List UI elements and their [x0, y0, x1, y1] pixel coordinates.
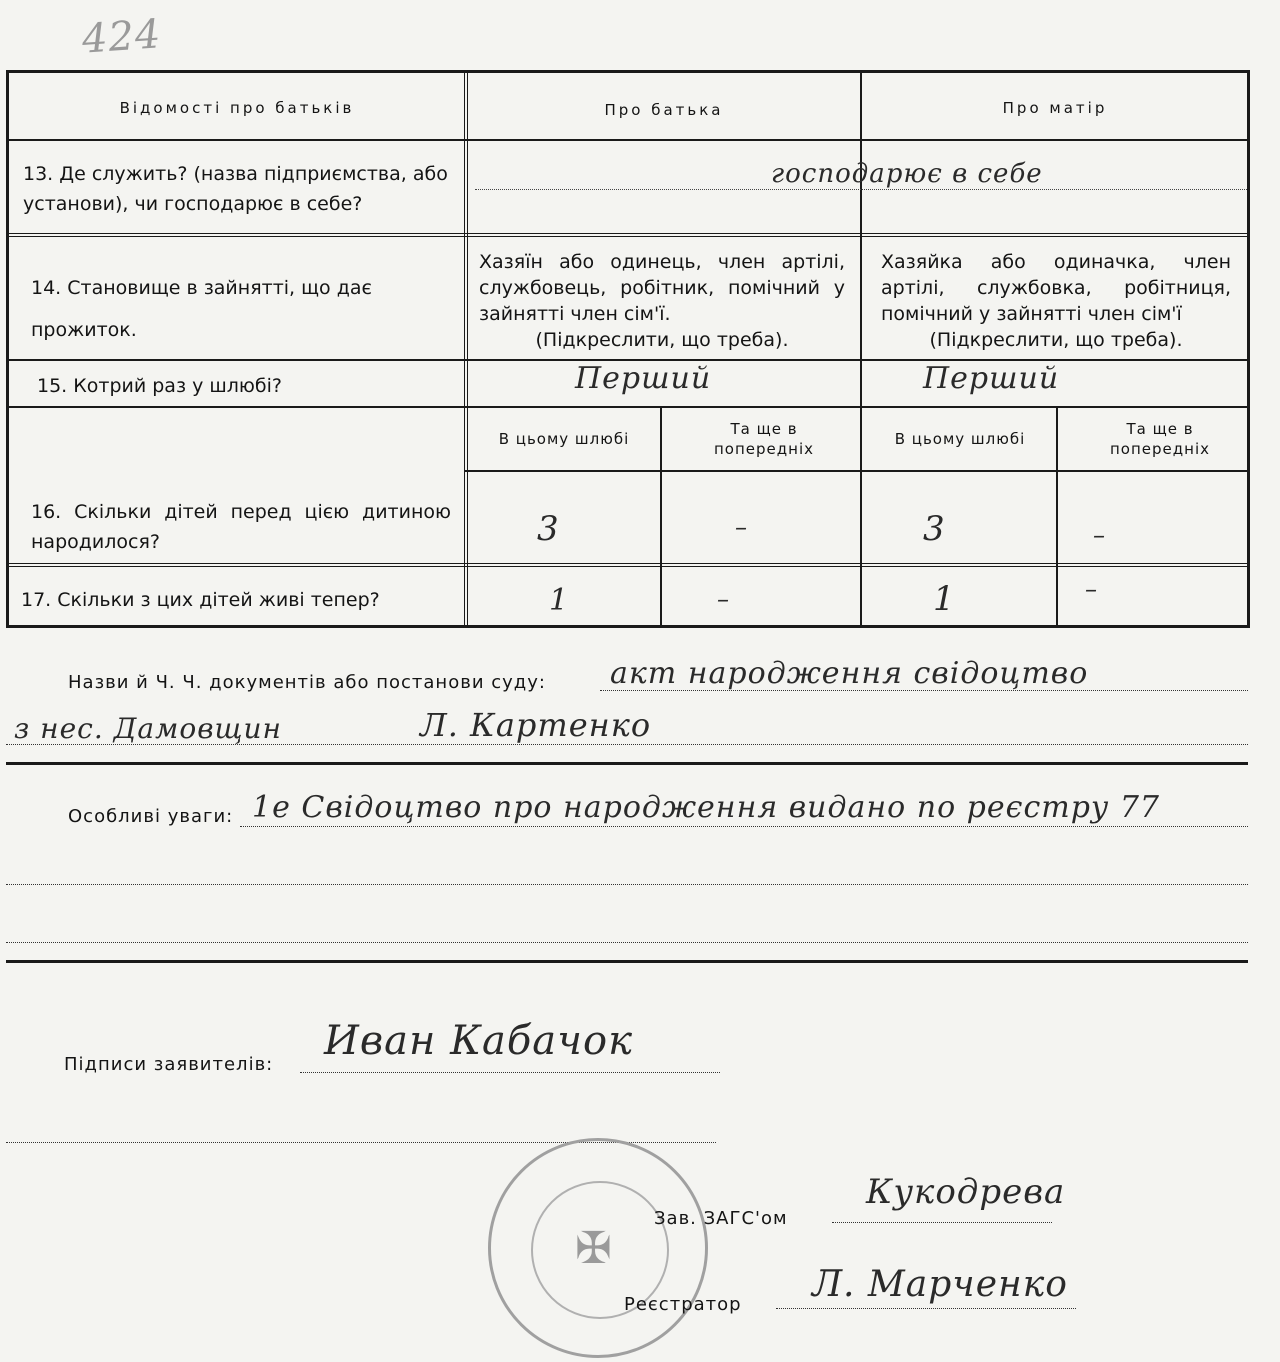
registrar-label: Реєстратор: [624, 1294, 742, 1315]
row16-father-this-value: 3: [537, 509, 560, 549]
registrar-signature-line: [776, 1308, 1076, 1309]
table-rule: [9, 563, 1247, 567]
header-mother: Про матір: [1002, 99, 1108, 117]
row17-label: 17. Скільки з цих дітей живі тепер?: [21, 589, 380, 611]
documents-value-line-1: акт народження свідоцтво: [610, 656, 1089, 691]
row14-father-options-text: Хазяїн або одинець, член артілі, службовець, робітник, помічний у зайнятті член сім'ї.: [479, 251, 845, 325]
row13-dotted-line: [475, 189, 1247, 190]
table-column-rule: [860, 73, 862, 625]
applicants-signature-line: [300, 1072, 720, 1073]
notes-label: Особливі уваги:: [68, 806, 234, 827]
header-father: Про батька: [604, 101, 724, 119]
corner-handwritten-number: 424: [80, 11, 163, 63]
table-rule: [9, 406, 1247, 408]
row16-father-subheader-this: В цьому шлюбі: [498, 430, 630, 448]
documents-value-line-2: з нес. Дамовщин: [14, 712, 282, 745]
table-rule: [465, 470, 1247, 472]
notes-line-2: [6, 884, 1248, 885]
registrar-signature-value: Л. Марченко: [812, 1264, 1068, 1305]
head-signature-value: Кукодрева: [866, 1172, 1066, 1212]
notes-value-line-1: 1е Свідоцтво про народження видано по реєстру 77: [252, 790, 1161, 825]
documents-label: Назви й Ч. Ч. документів або постанови суду:: [68, 672, 546, 693]
notes-line-1: [240, 826, 1248, 827]
table-rule: [9, 139, 1247, 141]
table-rule: [9, 233, 1247, 237]
row14-father-note: (Підкреслити, що треба).: [535, 329, 789, 351]
section-divider: [6, 960, 1248, 963]
table-column-rule: [464, 73, 468, 625]
row14-mother-options: [881, 249, 1231, 353]
head-signature-line: [832, 1222, 1052, 1223]
documents-signature: Л. Картенко: [420, 706, 652, 744]
header-parents-info: Відомості про батьків: [119, 99, 355, 117]
row17-mother-prev-value: –: [1085, 575, 1098, 603]
row14-mother-note: (Підкреслити, що треба).: [929, 329, 1183, 351]
notes-line-3: [6, 942, 1248, 943]
row16-father-prev-value: –: [735, 513, 748, 541]
row15-mother-value: Перший: [923, 361, 1060, 396]
row17-father-this-value: 1: [549, 583, 570, 618]
row17-father-prev-value: –: [717, 585, 730, 613]
row14-label: 14. Становище в зайнятті, що дає прожиток.: [31, 277, 372, 341]
head-of-registry-label: Зав. ЗАГС'ом: [654, 1208, 788, 1229]
applicants-signature-value: Иван Кабачок: [324, 1018, 633, 1064]
row16-mother-this-value: 3: [923, 509, 946, 549]
row14-father-options: [479, 249, 845, 353]
applicants-signatures-label: Підписи заявителів:: [64, 1054, 274, 1075]
official-round-stamp: [488, 1138, 708, 1358]
row16-mother-subheader-prev: Та ще в попередніх: [1110, 420, 1210, 458]
row17-mother-this-value: 1: [933, 579, 956, 619]
row14-mother-options-text: Хазяйка або одиначка, член артілі, службовка, робітниця, помічний у зайнятті член сім'ї: [881, 251, 1231, 325]
row15-father-value: Перший: [575, 361, 712, 396]
row15-label: 15. Котрий раз у шлюбі?: [37, 375, 282, 397]
row16-father-subheader-prev: Та ще в попередніх: [714, 420, 814, 458]
parents-info-table: [6, 70, 1250, 628]
row16-mother-prev-value: –: [1093, 521, 1106, 549]
section-divider: [6, 762, 1248, 765]
row16-label: 16. Скільки дітей перед цією дитиною народилося?: [31, 501, 451, 553]
stamp-emblem-icon: ✠: [575, 1223, 612, 1274]
row16-mother-subheader-this: В цьому шлюбі: [894, 430, 1026, 448]
row13-father-value: господарює в себе: [771, 159, 1043, 189]
row13-label: 13. Де служить? (назва підприємства, або установи), чи господарює в себе?: [23, 163, 448, 215]
